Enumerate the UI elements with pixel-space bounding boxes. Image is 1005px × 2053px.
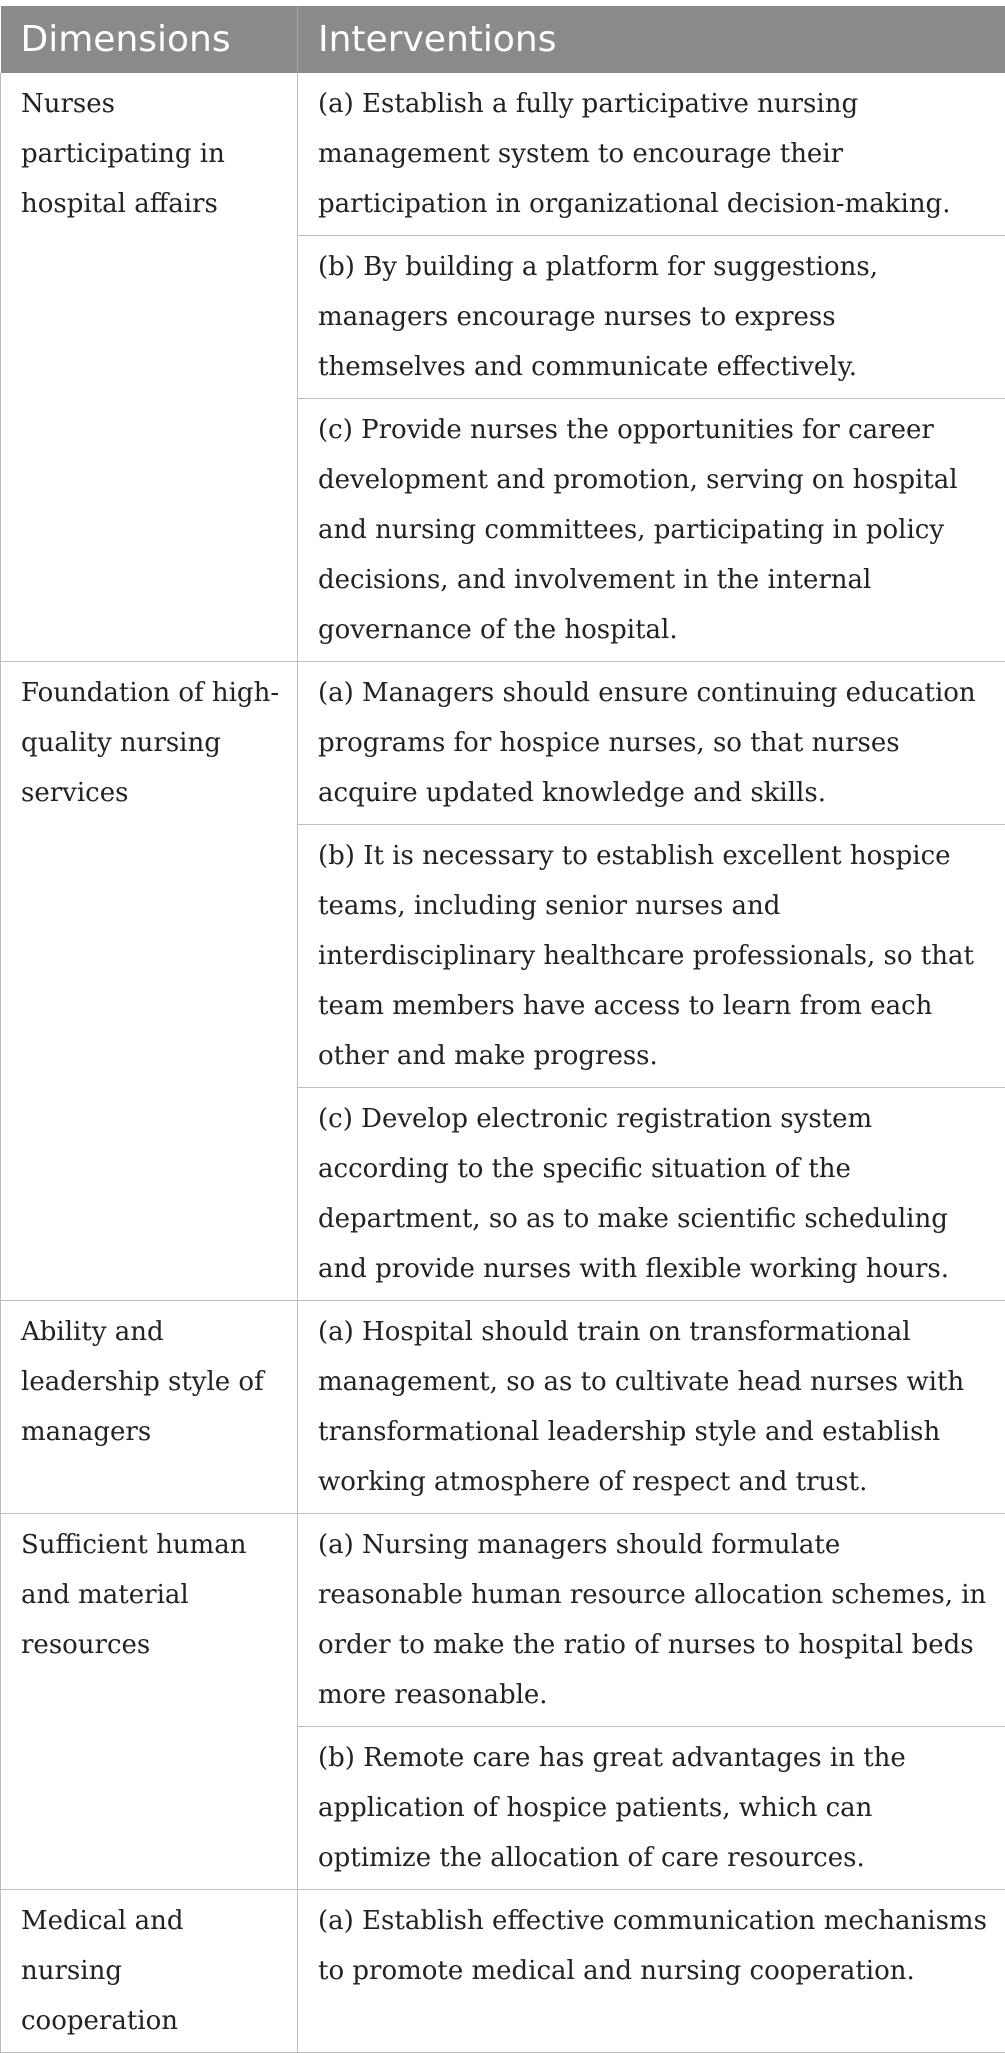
intervention-cell: (b) By building a platform for suggestions, managers encourage nurses to express themselves and communicate effectively. xyxy=(298,236,1005,399)
dimension-cell: Nurses participating in hospital affairs xyxy=(1,73,298,662)
dimension-cell: Ability and leadership style of managers xyxy=(1,1301,298,1514)
table-row xyxy=(1,1301,1005,1514)
interventions-table xyxy=(0,6,1005,2053)
intervention-cell: (b) It is necessary to establish excellent hospice teams, including senior nurses and interdisciplinary healthcare professionals, so that team members have access to learn from each other and make progress. xyxy=(298,825,1005,1088)
dimension-cell: Sufficient human and material resources xyxy=(1,1514,298,1890)
intervention-cell: (b) Remote care has great advantages in the application of hospice patients, which can optimize the allocation of care resources. xyxy=(298,1727,1005,1890)
table-row xyxy=(1,1890,1005,2053)
table-row xyxy=(1,1514,1005,1727)
intervention-cell: (a) Nursing managers should formulate reasonable human resource allocation schemes, in order to make the ratio of nurses to hospital beds more reasonable. xyxy=(298,1514,1005,1727)
intervention-cell: (a) Managers should ensure continuing education programs for hospice nurses, so that nurses acquire updated knowledge and skills. xyxy=(298,662,1005,825)
header-interventions: Interventions xyxy=(298,6,1005,73)
table-row xyxy=(1,662,1005,825)
intervention-cell: (a) Establish a fully participative nursing management system to encourage their participation in organizational decision-making. xyxy=(298,73,1005,236)
table-row xyxy=(1,73,1005,236)
interventions-table-wrapper xyxy=(0,6,1005,2053)
intervention-cell: (a) Hospital should train on transformational management, so as to cultivate head nurses with transformational leadership style and establish working atmosphere of respect and trust. xyxy=(298,1301,1005,1514)
intervention-cell: (a) Establish effective communication mechanisms to promote medical and nursing cooperation. xyxy=(298,1890,1005,2053)
intervention-cell: (c) Provide nurses the opportunities for career development and promotion, serving on hospital and nursing committees, participating in policy decisions, and involvement in the internal governance of the hospital. xyxy=(298,399,1005,662)
dimension-cell: Medical and nursing cooperation xyxy=(1,1890,298,2053)
intervention-cell: (c) Develop electronic registration system according to the specific situation of the department, so as to make scientific scheduling and provide nurses with flexible working hours. xyxy=(298,1088,1005,1301)
header-row xyxy=(1,6,1005,73)
dimension-cell: Foundation of high-quality nursing services xyxy=(1,662,298,1301)
header-dimensions: Dimensions xyxy=(1,6,298,73)
